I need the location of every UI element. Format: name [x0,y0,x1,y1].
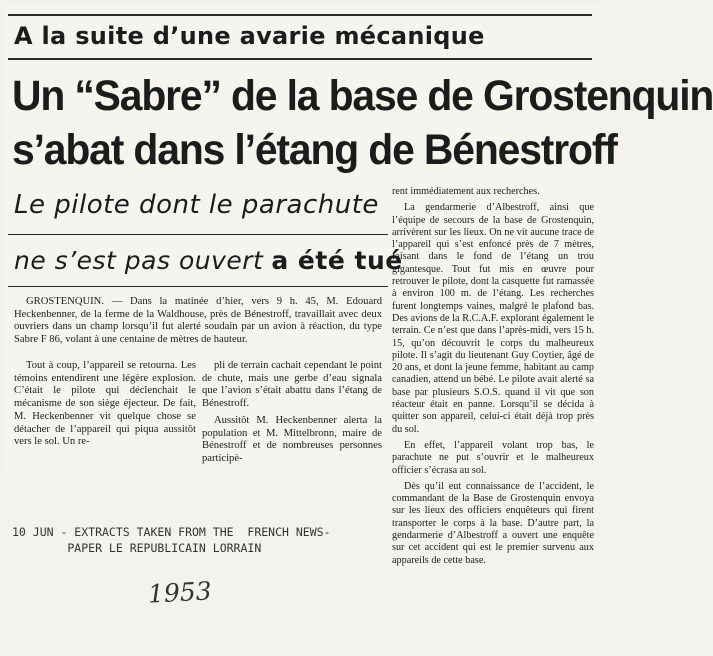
paragraph: rent immédiatement aux recherches. [392,186,540,197]
top-rule [8,14,592,16]
article-column-3 [392,186,594,567]
subheadline-line-1: Le pilote dont le parachute [14,190,379,220]
caption-line-2: PAPER LE REPUBLICAIN LORRAIN [12,541,262,555]
headline-line-2: s’abat dans l’étang de Bénestroff [12,126,617,174]
kicker-headline: A la suite d’une avarie mécanique [14,22,485,50]
paragraph: Dès qu’il eut connaissance de l’accident, le commandant de la Base de Grostenquin envoya sur les lieux des officiers enquêteurs qui firent transporter le corps à la base. D’autre part, la gendarmerie d’Albestroff a ouvert une enquête sur cet accident qui est le premier survenu aux appareils de cette base. [392,480,594,566]
paragraph: pli de terrain cachait cependant le point de chute, mais une gerbe d’eau signala que l’avion s’était abattu dans l’étang de Bénestroff. [202,360,382,410]
paragraph: Tout à coup, l’appareil se retourna. Les témoins entendirent une légère explosion. C’était le pilote qui déclenchait le mécanisme de son siège éjecteur. De fait, M. Heckenbenner vit quelque chose se détacher de l’appareil qui piqua aussitôt vers le sol. Un re- [14,360,196,448]
subhead-bottom-rule [8,286,388,287]
subhead-rule [8,234,388,235]
article-lead [14,296,382,347]
paragraph: Aussitôt M. Heckenbenner alerta la population et M. Mittelbronn, maire de Bénestroff et de nombreuses personnes participè- [202,414,382,464]
kicker-rule [8,58,592,60]
article-column-2 [202,360,382,466]
subheadline-plain: ne s’est pas ouvert [14,246,264,275]
caption [12,524,331,556]
article-column-1 [14,360,196,449]
handwritten-year: 1953 [147,576,213,609]
paragraph: GROSTENQUIN. — Dans la matinée d’hier, vers 9 h. 45, M. Edouard Heckenbenner, de la ferme de la Waldhouse, près de Bénestroff, travaillait avec deux ouvriers dans un champ lorsqu’il fut alerté soudain par un avion à réaction, du type Sabre F 86, volant à une centaine de mètres de hauteur. [14,296,382,346]
subheadline-line-2 [14,246,403,275]
paragraph: La gendarmerie d’Albestroff, ainsi que l’équipe de secours de la base de Grostenquin, arrivèrent sur les lieux. On ne vit aucune trace de l’appareil qui s’est enfoncé près de 7 mètres, faisant dans le fond de l’étang un trou gigantesque. Tout fut mis en œuvre pour retrouver le pilote, dont la casquette fut ramassée à environ 100 m. de l’étang. Les recherches furent longtemps vaines, malgré le plafond bas. Des avions de la R.C.A.F. explorant également le terrain. Ce n’est que dans l’après-midi, vers 15 h. 15, qu’on découvrit le corps du malheureux pilote. Il s’agit du lieutenant Guy Coytier, âgé de 20 ans, et dont la jeune femme, habitant au camp canadien, attend un bébé. Le pilote avait alerté sa base par plusieurs S.O.S. quand il vit que son réacteur était en panne. Lorsqu’il se décida à quitter son appareil, celui-ci était déjà trop près du sol. [392,202,594,435]
subheadline-bold: a été tué [271,246,403,275]
caption-line-1: 10 JUN - EXTRACTS TAKEN FROM THE FRENCH NEWS- [12,525,331,539]
paragraph: En effet, l’appareil volant trop bas, le parachute ne put s’ouvrir et le malheureux officier s’écrasa au sol. [392,439,594,476]
headline-line-1: Un “Sabre” de la base de Grostenquin [12,72,713,120]
